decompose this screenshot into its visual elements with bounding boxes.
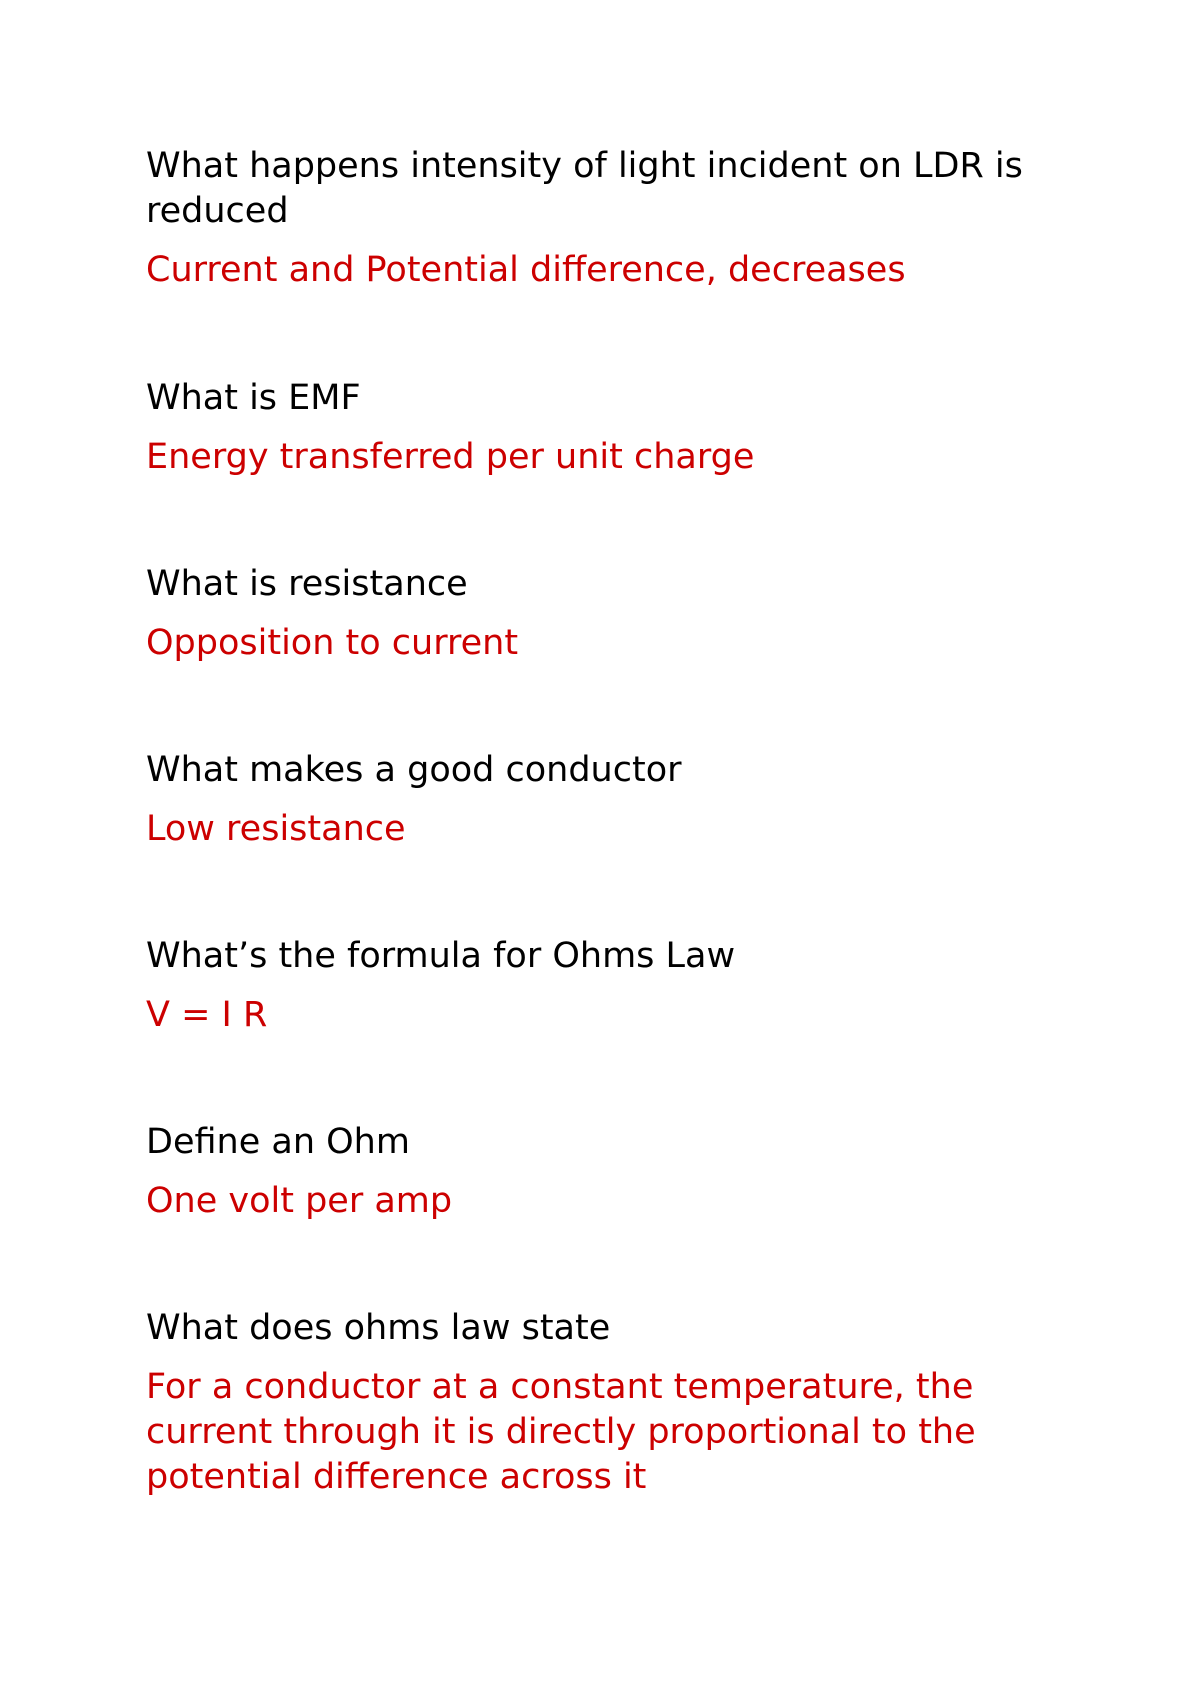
question-text: What’s the formula for Ohms Law bbox=[146, 936, 736, 976]
question-text: What happens intensity of light incident on LDR is reduced bbox=[146, 146, 1023, 231]
qa-item bbox=[146, 562, 1086, 666]
question-text: What is resistance bbox=[146, 564, 468, 604]
qa-item bbox=[146, 1306, 1086, 1500]
question-text: What does ohms law state bbox=[146, 1308, 611, 1348]
qa-item bbox=[146, 144, 1086, 293]
qa-item bbox=[146, 1120, 1086, 1224]
qa-item bbox=[146, 376, 1086, 480]
answer-text: For a conductor at a constant temperature, the current through it is directly proportional to the potential difference across it bbox=[146, 1367, 976, 1497]
qa-item bbox=[146, 748, 1086, 852]
answer-text: Low resistance bbox=[146, 809, 406, 849]
question-text: What makes a good conductor bbox=[146, 750, 682, 790]
answer-text: Energy transferred per unit charge bbox=[146, 437, 755, 477]
qa-item bbox=[146, 934, 1086, 1038]
question-text: What is EMF bbox=[146, 378, 361, 418]
answer-text: Current and Potential difference, decreases bbox=[146, 250, 906, 290]
answer-text: Opposition to current bbox=[146, 623, 519, 663]
question-text: Define an Ohm bbox=[146, 1122, 410, 1162]
answer-text: One volt per amp bbox=[146, 1181, 453, 1221]
answer-text: V = I R bbox=[146, 995, 268, 1035]
